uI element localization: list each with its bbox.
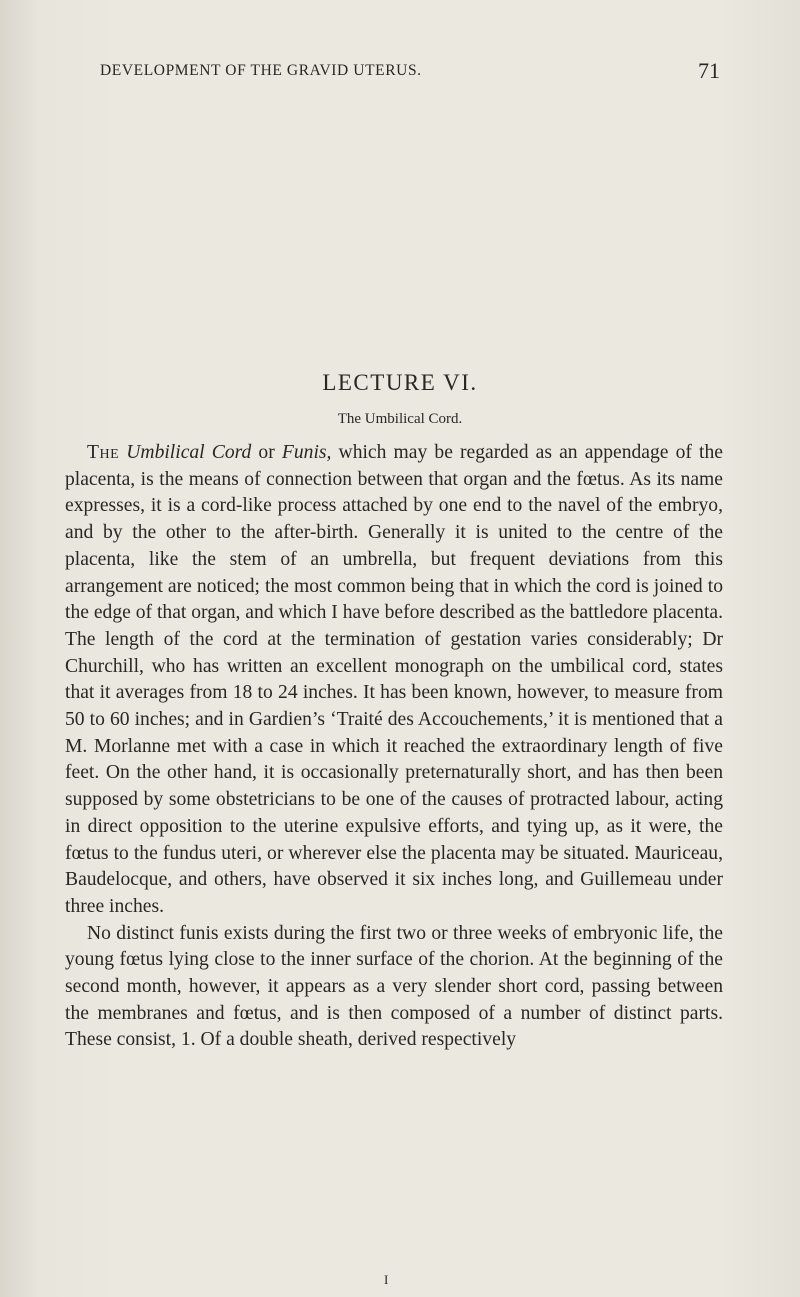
page-number: 71	[698, 58, 720, 83]
paragraph-2	[65, 921, 723, 1055]
signature-mark: I	[384, 1272, 389, 1287]
term-funis: Funis,	[281, 442, 332, 463]
paragraph-2-text: No distinct funis exists during the first two or three weeks of embryonic life, the young fœtus lying close to the inner surface of the chorion. At the beginning of the second month, however, it appears as a very slender short cord, passing between the membranes and fœtus, and is then composed of a number of distinct parts. These consist, 1. Of a double sheath, derived respectively	[65, 922, 723, 1051]
paragraph-1	[65, 440, 723, 921]
term-umbilical-cord: Umbilical Cord	[126, 442, 252, 463]
paragraph-1-text: which may be regarded as an appendage of the placenta, is the means of connection between that organ and the fœtus. As its name expresses, it is a cord-like process attached by one end to the navel of the embryo, and by the other to the after-birth. Generally it is united to the centre of the placenta, like the stem of an umbrella, but frequent deviations from this arrangement are noticed; the most common being that in which the cord is joined to the edge of that organ, and which I have before described as the battledore placenta. The length of the cord at the termination of gestation varies considerably; Dr Churchill, who has written an excellent monograph on the umbilical cord, states that it averages from 18 to 24 inches. It has been known, however, to measure from 50 to 60 inches; and in Gardien’s ‘Traité des Accouchements,’ it is mentioned that a M. Morlanne met with a case in which it reached the extraordinary length of five feet. On the other hand, it is occasionally preternaturally short, and has then been supposed by some obstetricians to be one of the causes of protracted labour, acting in direct opposition to the uterine expulsive efforts, and tying up, as it were, the fœtus to the fundus uteri, or wherever else the placenta may be situated. Mauriceau, Baudelocque, and others, have observed it six inches long, and Guillemeau under three inches.	[65, 442, 723, 917]
paragraph-lead: The	[87, 442, 120, 463]
body-text	[65, 440, 723, 1054]
running-title: DEVELOPMENT OF THE GRAVID UTERUS.	[100, 62, 422, 79]
paragraph-connector: or	[251, 442, 282, 463]
lecture-title: LECTURE VI.	[322, 370, 478, 395]
lecture-subtitle: The Umbilical Cord.	[337, 411, 463, 427]
running-head	[100, 58, 720, 88]
